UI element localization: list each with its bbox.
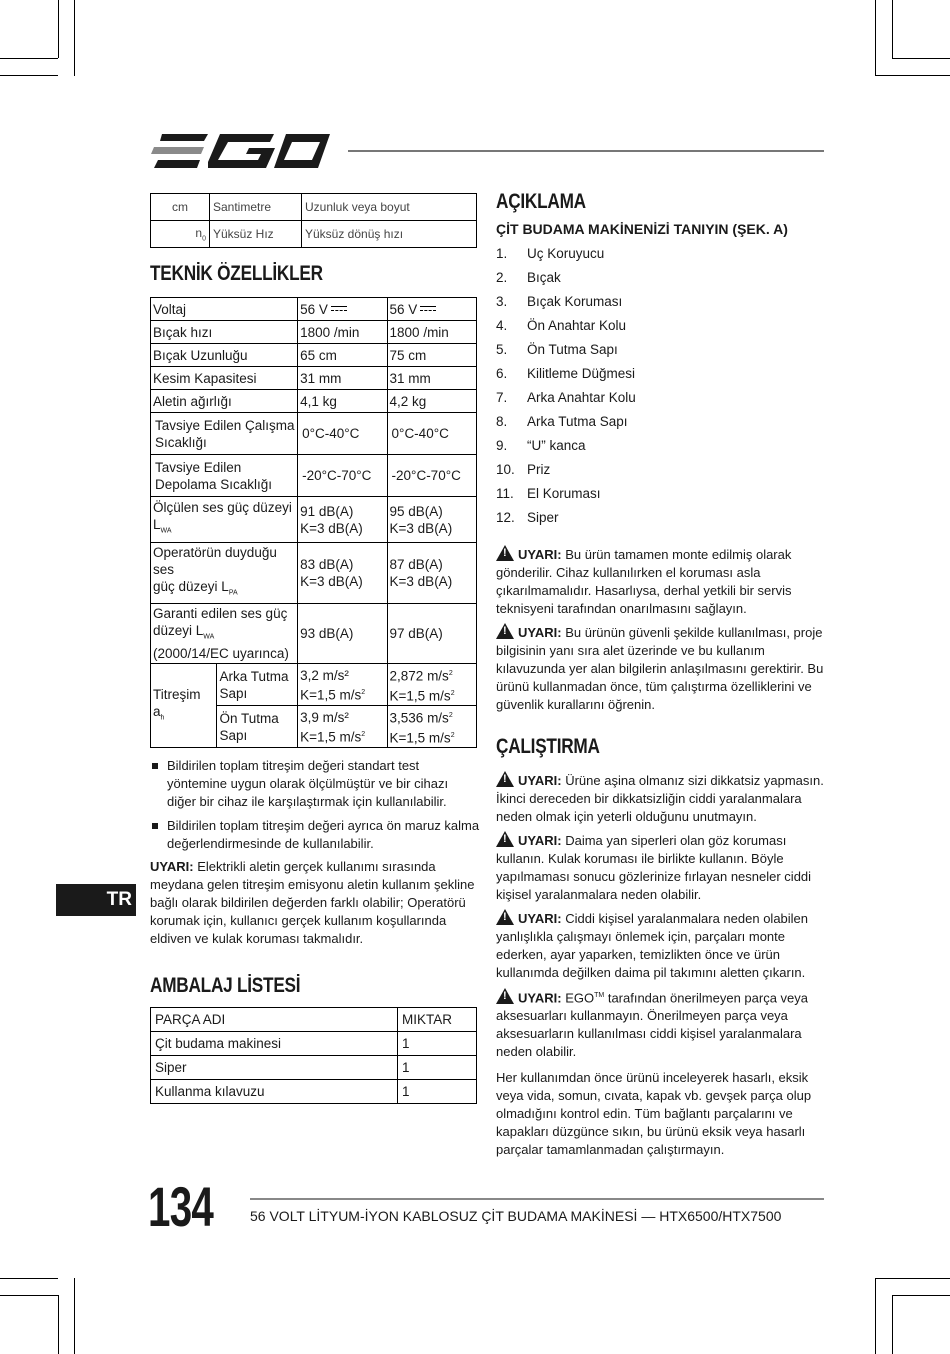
warning-paragraph: !UYARI: EGO™ tarafından önerilmeyen parça veya aksesuarları kullanmayın. Önerilmeyen parça veya aksesuarların kullanılması ciddi kişisel yaralanmalara neden olabilir. bbox=[496, 987, 826, 1061]
language-tab: TR bbox=[56, 884, 136, 916]
warning-paragraph: !UYARI: Bu ürünün güvenli şekilde kullanılması, proje bilgisinin yanı sıra alet üzerinde ve bu kullanım kılavuzunda yer alan bilgilerin anlaşılmasını gerektirir. Bu ürünü kullanmadan önce, tüm çalıştırma özelliklerini ve güvenlik kurallarını öğrenin. bbox=[496, 623, 826, 714]
inspection-paragraph: Her kullanımdan önce ürünü inceleyerek hasarlı, eksik veya vida, somun, cıvata, kapak vb. gevşek parça olup olmadığını kontrol edin. Tüm bağlantı parçalarını ve kapakları düzgünce sıkın, bu ürünü eksik veya hasarlı parçalar tamamlanmadan çalıştırmayın. bbox=[496, 1070, 812, 1158]
crop-mark bbox=[0, 58, 58, 59]
warning-paragraph: !UYARI: Ürüne aşina olmanız sizi dikkatsiz yapmasın. İkinci dereceden bir dikkatsizliğin ciddi yaralanmalara neden olmak için yeterli olduğunu unutmayın. bbox=[496, 771, 826, 826]
symbol-cell: cm bbox=[151, 194, 210, 221]
crop-mark bbox=[875, 1278, 876, 1354]
crop-mark bbox=[876, 1278, 950, 1279]
bullet-item: Bildirilen toplam titreşim değeri ayrıca ön maruz kalma değerlendirmesinde de kullanılabilir. bbox=[150, 817, 480, 853]
spec-sublabel: Ön Tutma Sapı bbox=[217, 706, 298, 748]
desc-cell: Yüksüz dönüş hızı bbox=[302, 221, 477, 248]
operation-warnings bbox=[496, 771, 826, 1164]
section-title-package: AMBALAJ LİSTESİ bbox=[150, 974, 301, 997]
spec-value: 97 dB(A) bbox=[387, 603, 476, 664]
spec-value: 87 dB(A) K=3 dB(A) bbox=[387, 543, 476, 604]
abbreviation-table bbox=[150, 193, 477, 248]
spec-label: Tavsiye Edilen Depolama Sıcaklığı bbox=[151, 455, 298, 497]
spec-value: -20°C-70°C bbox=[298, 455, 387, 497]
crop-mark bbox=[0, 1295, 58, 1296]
table-row bbox=[151, 497, 477, 543]
column-header: MIKTAR bbox=[398, 1008, 477, 1032]
table-row bbox=[151, 413, 477, 455]
warning-paragraph: !UYARI: Ciddi kişisel yaralanmalara neden olabilen yanlışlıkla çalışmayı önlemek için, parçaları monte ederken, ayar yaparken, temizlikten önce ve ürün kullanımda değilken daima pil takımını aletten çıkarın. bbox=[496, 909, 826, 982]
ego-logo bbox=[150, 132, 330, 170]
table-row bbox=[151, 321, 477, 344]
table-header-row bbox=[151, 1008, 477, 1032]
crop-mark bbox=[892, 1295, 950, 1296]
spec-value: 75 cm bbox=[387, 344, 476, 367]
header-rule bbox=[348, 150, 824, 152]
dc-symbol-icon bbox=[420, 306, 436, 314]
column-header: PARÇA ADI bbox=[151, 1008, 398, 1032]
list-item: 8. Arka Tutma Sapı bbox=[496, 414, 628, 429]
crop-mark bbox=[58, 0, 59, 58]
table-row bbox=[151, 344, 477, 367]
spec-value: 3,9 m/s² K=1,5 $m/s^2$ bbox=[298, 706, 387, 748]
spec-label: Kesim Kapasitesi bbox=[151, 367, 298, 390]
table-row bbox=[151, 1032, 477, 1056]
warning-icon bbox=[496, 831, 514, 847]
vibration-warning: UYARI: Elektrikli aletin gerçek kullanımı sırasında meydana gelen titreşim emisyonu aletin kullanım şekline bağlı olarak bildirilen değerden farklı olabilir; Operatörü korumak için, kullanıcı gerçek kullanım koşullarında eldiven ve kulak koruması takmalıdır. bbox=[150, 859, 475, 946]
spec-value: 56 V bbox=[298, 298, 387, 321]
section-title-operation: ÇALIŞTIRMA bbox=[496, 735, 600, 758]
warning-paragraph: !UYARI: Bu ürün tamamen monte edilmiş olarak gönderilir. Cihaz kullanılırken el koruması asla çıkarılmamalıdır. Hasarlıysa, derhal yetkili bir servis teknisyeni tarafından onarılmasını sağlayın. bbox=[496, 545, 826, 618]
warning-icon bbox=[496, 545, 514, 561]
table-row bbox=[151, 455, 477, 497]
crop-mark bbox=[875, 0, 876, 76]
spec-value: 83 dB(A) K=3 dB(A) bbox=[298, 543, 387, 604]
crop-mark bbox=[58, 1295, 59, 1354]
table-row bbox=[151, 221, 477, 248]
section-title-specs: TEKNİK ÖZELLİKLER bbox=[150, 262, 323, 285]
spec-label: Ölçülen ses güç düzeyi $L_{WA}$ bbox=[151, 497, 298, 543]
table-row bbox=[151, 194, 477, 221]
table-row bbox=[151, 664, 477, 706]
list-item: 1. Uç Koruyucu bbox=[496, 246, 605, 261]
bullet-item: Bildirilen toplam titreşim değeri standart test yöntemine uygun olarak ölçülmüştür ve bir cihazı diğer bir cihaz ile karşılaştırmak için kullanılabilir. bbox=[150, 757, 480, 811]
warning-icon bbox=[496, 909, 514, 925]
symbol-cell: $n_0$ bbox=[151, 221, 210, 248]
spec-label: Aletin ağırlığı bbox=[151, 390, 298, 413]
quantity: 1 bbox=[398, 1080, 477, 1104]
list-item: 2. Bıçak bbox=[496, 270, 561, 285]
table-row bbox=[151, 543, 477, 604]
warning-icon bbox=[496, 988, 514, 1004]
spec-label: Bıçak Uzunluğu bbox=[151, 344, 298, 367]
table-row bbox=[151, 298, 477, 321]
list-item: 11. El Koruması bbox=[496, 486, 601, 501]
table-row bbox=[151, 367, 477, 390]
list-item: 7. Arka Anahtar Kolu bbox=[496, 390, 636, 405]
parts-list bbox=[496, 246, 636, 534]
list-item: 6. Kilitleme Düğmesi bbox=[496, 366, 636, 381]
desc-cell: Uzunluk veya boyut bbox=[302, 194, 477, 221]
part-name: Kullanma kılavuzu bbox=[151, 1080, 398, 1104]
table-row bbox=[151, 390, 477, 413]
spec-table bbox=[150, 297, 477, 748]
list-item: 4. Ön Anahtar Kolu bbox=[496, 318, 627, 333]
name-cell: Yüksüz Hız bbox=[210, 221, 302, 248]
quantity: 1 bbox=[398, 1032, 477, 1056]
spec-label: Voltaj bbox=[151, 298, 298, 321]
bullet-list bbox=[150, 757, 480, 859]
warning-icon bbox=[496, 623, 514, 639]
spec-label: Bıçak hızı bbox=[151, 321, 298, 344]
crop-mark bbox=[0, 75, 58, 76]
spec-value: 93 dB(A) bbox=[298, 603, 387, 664]
warning-icon bbox=[496, 771, 514, 787]
crop-mark bbox=[892, 58, 950, 59]
part-name: Çit budama makinesi bbox=[151, 1032, 398, 1056]
spec-value: 0°C-40°C bbox=[387, 413, 476, 455]
spec-value: 1800 /min bbox=[298, 321, 387, 344]
table-row bbox=[151, 603, 477, 664]
warning-paragraph: !UYARI: Daima yan siperleri olan göz koruması kullanın. Kulak koruması ile birlikte kullanın. Böyle yapılmaması sonucu gözlerinize fırlayan nesneler ciddi kişisel yaralanmalara neden olabilir. bbox=[496, 831, 826, 904]
spec-value: 65 cm bbox=[298, 344, 387, 367]
spec-value: 2,872 $m/s^2$ K=1,5 $m/s^2$ bbox=[387, 664, 476, 706]
spec-value: 31 mm bbox=[298, 367, 387, 390]
spec-value: 3,2 m/s² K=1,5 $m/s^2$ bbox=[298, 664, 387, 706]
list-item: 5. Ön Tutma Sapı bbox=[496, 342, 618, 357]
crop-mark bbox=[74, 1278, 75, 1354]
spec-value: 56 V bbox=[387, 298, 476, 321]
spec-value: -20°C-70°C bbox=[387, 455, 476, 497]
crop-mark bbox=[892, 1295, 893, 1354]
part-name: Siper bbox=[151, 1056, 398, 1080]
spec-label: Garanti edilen ses güç düzeyi $L_{WA}$ (2000/14/EC uyarınca) bbox=[151, 603, 298, 664]
section-title-description: AÇIKLAMA bbox=[496, 190, 586, 213]
spec-value: 1800 /min bbox=[387, 321, 476, 344]
crop-mark bbox=[74, 0, 75, 76]
description-warnings bbox=[496, 545, 826, 719]
dc-symbol-icon bbox=[331, 306, 347, 314]
spec-value: 4,2 kg bbox=[387, 390, 476, 413]
name-cell: Santimetre bbox=[210, 194, 302, 221]
list-item: 3. Bıçak Koruması bbox=[496, 294, 623, 309]
crop-mark bbox=[0, 1278, 58, 1279]
table-row bbox=[151, 1056, 477, 1080]
footer-title: 56 VOLT LİTYUM-İYON KABLOSUZ ÇİT BUDAMA MAKİNESİ — HTX6500/HTX7500 bbox=[250, 1208, 782, 1224]
list-item: 12. Siper bbox=[496, 510, 559, 525]
quantity: 1 bbox=[398, 1056, 477, 1080]
know-your-product-title: ÇİT BUDAMA MAKİNENİZİ TANIYIN (ŞEK. A) bbox=[496, 221, 788, 237]
crop-mark bbox=[876, 75, 950, 76]
page-number: 134 bbox=[148, 1175, 214, 1238]
spec-value: 95 dB(A) K=3 dB(A) bbox=[387, 497, 476, 543]
list-item: 10. Priz bbox=[496, 462, 551, 477]
footer-rule bbox=[250, 1198, 824, 1200]
spec-value: 31 mm bbox=[387, 367, 476, 390]
spec-sublabel: Arka Tutma Sapı bbox=[217, 664, 298, 706]
crop-mark bbox=[892, 0, 893, 58]
spec-value: 0°C-40°C bbox=[298, 413, 387, 455]
spec-label: Operatörün duyduğu ses güç düzeyi $L_{PA}$ bbox=[151, 543, 298, 604]
spec-label: Tavsiye Edilen Çalışma Sıcaklığı bbox=[151, 413, 298, 455]
list-item: 9. “U” kanca bbox=[496, 438, 586, 453]
spec-value: 3,536 $m/s^2$ K=1,5 $m/s^2$ bbox=[387, 706, 476, 748]
spec-value: 4,1 kg bbox=[298, 390, 387, 413]
package-table bbox=[150, 1007, 477, 1104]
spec-label: Titreşim $a_h$ bbox=[151, 664, 217, 748]
table-row bbox=[151, 1080, 477, 1104]
spec-value: 91 dB(A) K=3 dB(A) bbox=[298, 497, 387, 543]
